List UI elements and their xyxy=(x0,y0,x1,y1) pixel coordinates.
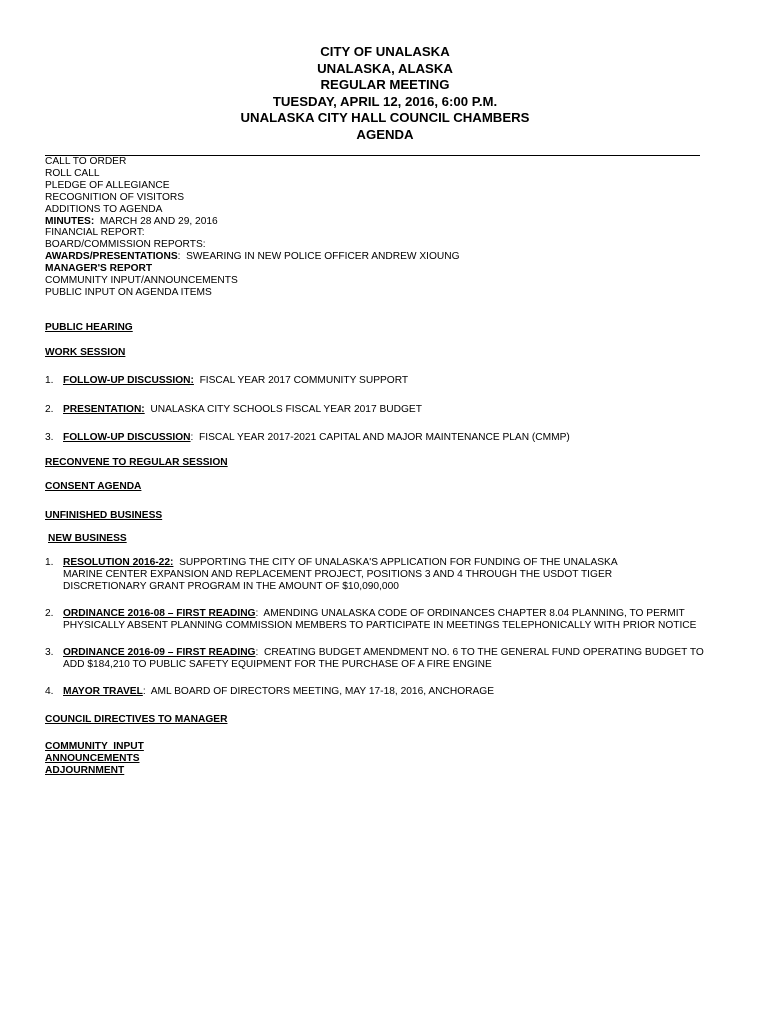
additions-to-agenda: ADDITIONS TO AGENDA xyxy=(45,203,163,215)
item-number: 2. xyxy=(45,608,54,619)
public-hearing-heading: PUBLIC HEARING xyxy=(45,322,133,333)
item-number: 1. xyxy=(45,557,54,568)
item-label: RESOLUTION 2016-22: xyxy=(63,557,174,568)
roll-call: ROLL CALL xyxy=(45,167,100,179)
item-text: : CREATING BUDGET AMENDMENT NO. 6 TO THE GENERAL FUND OPERATING BUDGET TO xyxy=(255,647,704,658)
pledge-of-allegiance: PLEDGE OF ALLEGIANCE xyxy=(45,179,170,191)
awards-label: AWARDS/PRESENTATIONS xyxy=(45,251,178,263)
closing-items xyxy=(45,741,144,777)
item-number: 3. xyxy=(45,647,54,658)
preliminary-items xyxy=(45,156,460,299)
agenda-header xyxy=(0,44,770,143)
adjournment-heading: ADJOURNMENT xyxy=(45,765,125,776)
unfinished-business-heading: UNFINISHED BUSINESS xyxy=(45,510,163,521)
header-city: CITY OF UNALASKA xyxy=(320,44,450,59)
item-label: PRESENTATION: xyxy=(63,404,145,415)
recognition-of-visitors: RECOGNITION OF VISITORS xyxy=(45,191,185,203)
call-to-order: CALL TO ORDER xyxy=(45,156,127,167)
item-text: UNALASKA CITY SCHOOLS FISCAL YEAR 2017 BUDGET xyxy=(144,404,422,415)
item-label: FOLLOW-UP DISCUSSION xyxy=(63,432,191,443)
item-text: MARINE CENTER EXPANSION AND REPLACEMENT PROJECT, POSITIONS 3 AND 4 THROUGH THE USDOT TIGER xyxy=(63,569,613,580)
item-text: ADD $184,210 TO PUBLIC SAFETY EQUIPMENT FOR THE PURCHASE OF A FIRE ENGINE xyxy=(63,659,492,670)
item-label: ORDINANCE 2016-08 – FIRST READING xyxy=(63,608,256,619)
consent-agenda-heading: CONSENT AGENDA xyxy=(45,481,142,492)
public-input-agenda-items: PUBLIC INPUT ON AGENDA ITEMS xyxy=(45,286,212,298)
header-location: UNALASKA, ALASKA xyxy=(317,60,453,76)
item-number: 2. xyxy=(45,404,54,415)
item-text: SUPPORTING THE CITY OF UNALASKA'S APPLICATION FOR FUNDING OF THE UNALASKA xyxy=(173,557,618,568)
item-number: 4. xyxy=(45,686,54,697)
item-label: MAYOR TRAVEL xyxy=(63,686,143,697)
item-text: PHYSICALLY ABSENT PLANNING COMMISSION MEMBERS TO PARTICIPATE IN MEETINGS TELEPHONICALLY WITH PRIOR NOTICE xyxy=(63,620,697,631)
header-meeting-type: REGULAR MEETING xyxy=(320,77,450,92)
reconvene-heading: RECONVENE TO REGULAR SESSION xyxy=(45,457,228,468)
item-number: 1. xyxy=(45,375,54,386)
item-label: ORDINANCE 2016-09 – FIRST READING xyxy=(63,647,256,658)
item-text: DISCRETIONARY GRANT PROGRAM IN THE AMOUNT OF $10,090,000 xyxy=(63,581,399,592)
work-session-heading: WORK SESSION xyxy=(45,347,126,358)
item-text: : AMENDING UNALASKA CODE OF ORDINANCES CHAPTER 8.04 PLANNING, TO PERMIT xyxy=(255,608,685,619)
community-input-announcements: COMMUNITY INPUT/ANNOUNCEMENTS xyxy=(45,275,238,287)
awards-presentations xyxy=(45,251,460,263)
new-business-heading: NEW BUSINESS xyxy=(48,533,127,544)
financial-report: FINANCIAL REPORT: xyxy=(45,227,145,239)
minutes-text: MARCH 28 AND 29, 2016 xyxy=(94,215,218,227)
board-commission-reports: BOARD/COMMISSION REPORTS: xyxy=(45,239,206,251)
announcements-heading: ANNOUNCEMENTS xyxy=(45,753,140,764)
managers-report: MANAGER'S REPORT xyxy=(45,263,153,275)
item-number: 3. xyxy=(45,432,54,443)
community-input-heading: COMMUNITY INPUT xyxy=(45,741,144,752)
header-venue: UNALASKA CITY HALL COUNCIL CHAMBERS xyxy=(240,110,530,125)
item-text: : FISCAL YEAR 2017-2021 CAPITAL AND MAJOR MAINTENANCE PLAN (CMMP) xyxy=(190,432,570,443)
item-text: : AML BOARD OF DIRECTORS MEETING, MAY 17-18, 2016, ANCHORAGE xyxy=(142,686,494,697)
item-label: FOLLOW-UP DISCUSSION: xyxy=(63,375,194,386)
minutes-label: MINUTES: xyxy=(45,215,95,227)
minutes xyxy=(45,216,460,228)
awards-text: : SWEARING IN NEW POLICE OFFICER ANDREW XIOUNG xyxy=(177,251,460,263)
header-date: TUESDAY, APRIL 12, 2016, 6:00 P.M. xyxy=(272,93,498,109)
item-text: FISCAL YEAR 2017 COMMUNITY SUPPORT xyxy=(193,375,409,386)
header-agenda: AGENDA xyxy=(356,126,414,142)
council-directives-heading: COUNCIL DIRECTIVES TO MANAGER xyxy=(45,714,228,725)
